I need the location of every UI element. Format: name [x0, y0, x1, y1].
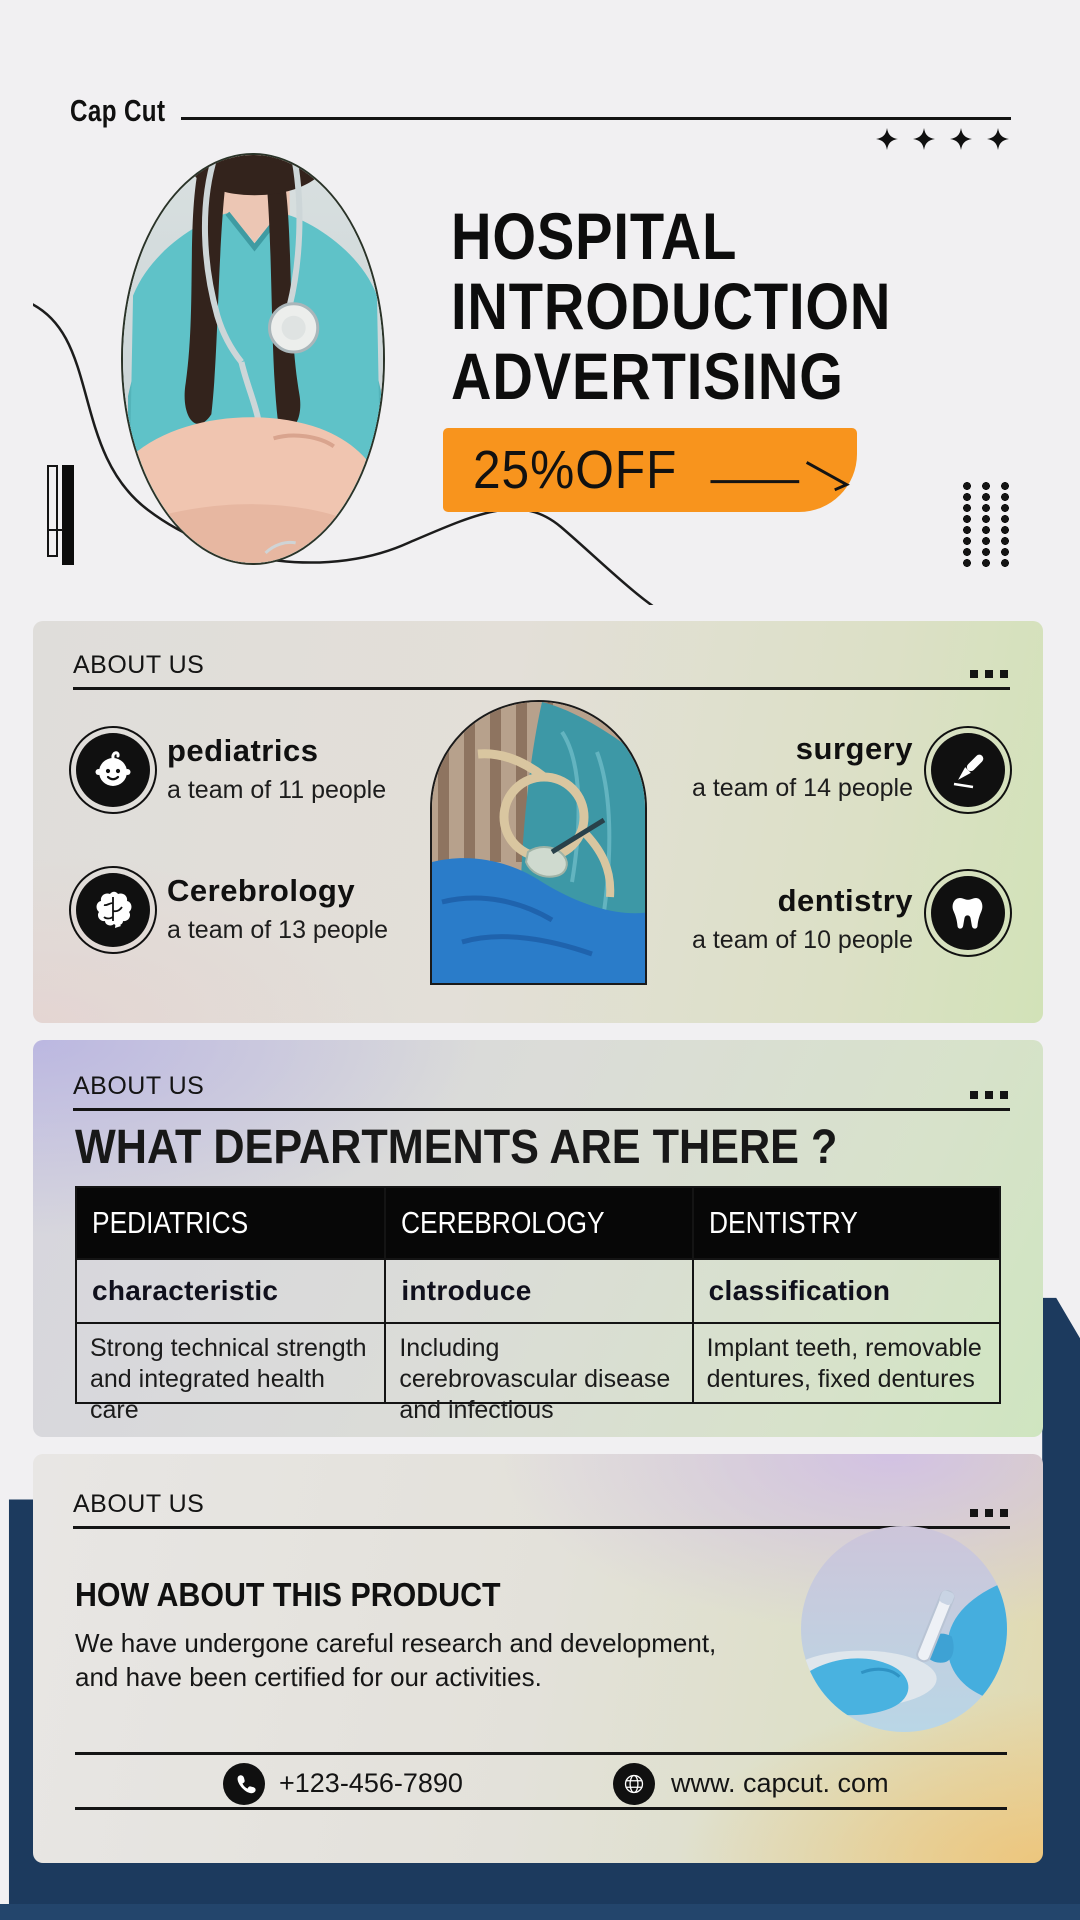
department-team: a team of 13 people	[167, 916, 388, 944]
lab-photo-illustration	[801, 1526, 1007, 1732]
section-header	[73, 1072, 1010, 1111]
offer-label-text: 25%OFF	[473, 440, 678, 500]
cell-description: Implant teeth, removable dentures, fixed dentures	[706, 1334, 982, 1393]
globe-icon	[613, 1763, 655, 1805]
surgery-photo	[430, 700, 647, 985]
diamond-icon	[987, 128, 1009, 150]
departments-question	[75, 1120, 922, 1175]
nurse-photo-illustration	[123, 155, 385, 565]
department-name: dentistry	[777, 883, 913, 918]
phone-icon-glyph	[230, 1770, 258, 1798]
ellipsis-menu-icon	[970, 670, 1008, 678]
section-heading: ABOUT US	[73, 1490, 205, 1518]
lab-photo	[801, 1526, 1007, 1732]
decorative-bar	[62, 465, 74, 565]
phone-number: +123-456-7890	[279, 1768, 463, 1798]
contact-bar	[75, 1752, 1007, 1810]
product-body	[75, 1626, 716, 1694]
brand-underline	[181, 117, 1011, 120]
product-card	[33, 1454, 1043, 1863]
dots-grid-decoration	[962, 481, 1018, 569]
hero-title-line1: HOSPITAL	[451, 199, 738, 273]
brand-logo	[70, 93, 192, 129]
baby-icon-glyph	[90, 747, 136, 793]
table-label-cell	[77, 1258, 384, 1322]
hero-title	[451, 201, 969, 411]
decorative-bar-outline	[47, 465, 58, 557]
table-desc-cell	[384, 1322, 691, 1424]
table-label-cell	[692, 1258, 999, 1322]
arrow-right-icon	[709, 450, 857, 500]
phone-icon	[223, 1763, 265, 1805]
column-header: DENTISTRY	[708, 1205, 858, 1240]
table-label-cell	[384, 1258, 691, 1322]
diamond-decoration-row	[876, 128, 1009, 150]
department-team: a team of 14 people	[692, 774, 913, 802]
table-header-cell	[384, 1188, 691, 1258]
baby-icon	[76, 733, 150, 807]
section-header	[73, 651, 1010, 690]
diamond-icon	[913, 128, 935, 150]
product-title	[75, 1576, 538, 1614]
product-body-line1: We have undergone careful research and development,	[75, 1628, 717, 1658]
surgery-photo-illustration	[432, 702, 647, 985]
column-header: CEREBROLOGY	[401, 1205, 605, 1240]
ellipsis-menu-icon	[970, 1091, 1008, 1099]
row-label: classification	[708, 1275, 891, 1306]
department-name: surgery	[795, 731, 913, 766]
cell-description: Strong technical strength and integrated health care	[90, 1334, 367, 1424]
offer-label	[473, 439, 695, 501]
table-desc-cell	[692, 1322, 999, 1402]
department-team: a team of 11 people	[167, 776, 387, 804]
table-header-cell	[77, 1188, 384, 1258]
brain-icon	[76, 873, 150, 947]
department-name: pediatrics	[167, 733, 319, 768]
hero-title-line2: INTRODUCTION	[451, 269, 892, 343]
cell-description: Including cerebrovascular disease and infectious	[399, 1334, 671, 1424]
about-card	[33, 621, 1043, 1023]
table-desc-cell	[77, 1322, 384, 1424]
hero-card	[33, 55, 1043, 605]
product-title-text: HOW ABOUT THIS PRODUCT	[75, 1576, 501, 1613]
nurse-photo	[121, 153, 385, 565]
hero-title-line3: ADVERTISING	[451, 339, 844, 413]
decorative-tick	[47, 529, 63, 531]
row-label: introduce	[401, 1275, 532, 1306]
section-heading: ABOUT US	[73, 651, 205, 679]
globe-icon-glyph	[619, 1769, 649, 1799]
departments-card	[33, 1040, 1043, 1437]
departments-question-text: WHAT DEPARTMENTS ARE THERE ?	[75, 1121, 838, 1174]
website-url: www. capcut. com	[671, 1768, 889, 1798]
offer-banner	[443, 428, 857, 512]
scalpel-icon	[931, 733, 1005, 807]
product-body-line2: and have been certified for our activities.	[75, 1662, 542, 1692]
diamond-icon	[876, 128, 898, 150]
diamond-icon	[950, 128, 972, 150]
department-name: Cerebrology	[167, 873, 356, 908]
brain-icon-glyph	[90, 887, 136, 933]
departments-table	[75, 1186, 1001, 1424]
ellipsis-menu-icon	[970, 1509, 1008, 1517]
tooth-icon-glyph	[945, 890, 991, 936]
bottom-navy-strip	[0, 1904, 1080, 1920]
row-label: characteristic	[92, 1275, 279, 1306]
section-heading: ABOUT US	[73, 1072, 205, 1100]
scalpel-icon-glyph	[945, 747, 991, 793]
department-team: a team of 10 people	[692, 926, 913, 954]
section-header	[73, 1490, 1010, 1529]
table-header-cell	[692, 1188, 999, 1258]
column-header: PEDIATRICS	[92, 1205, 249, 1240]
brand-logo-text: Cap Cut	[70, 93, 166, 128]
tooth-icon	[931, 876, 1005, 950]
